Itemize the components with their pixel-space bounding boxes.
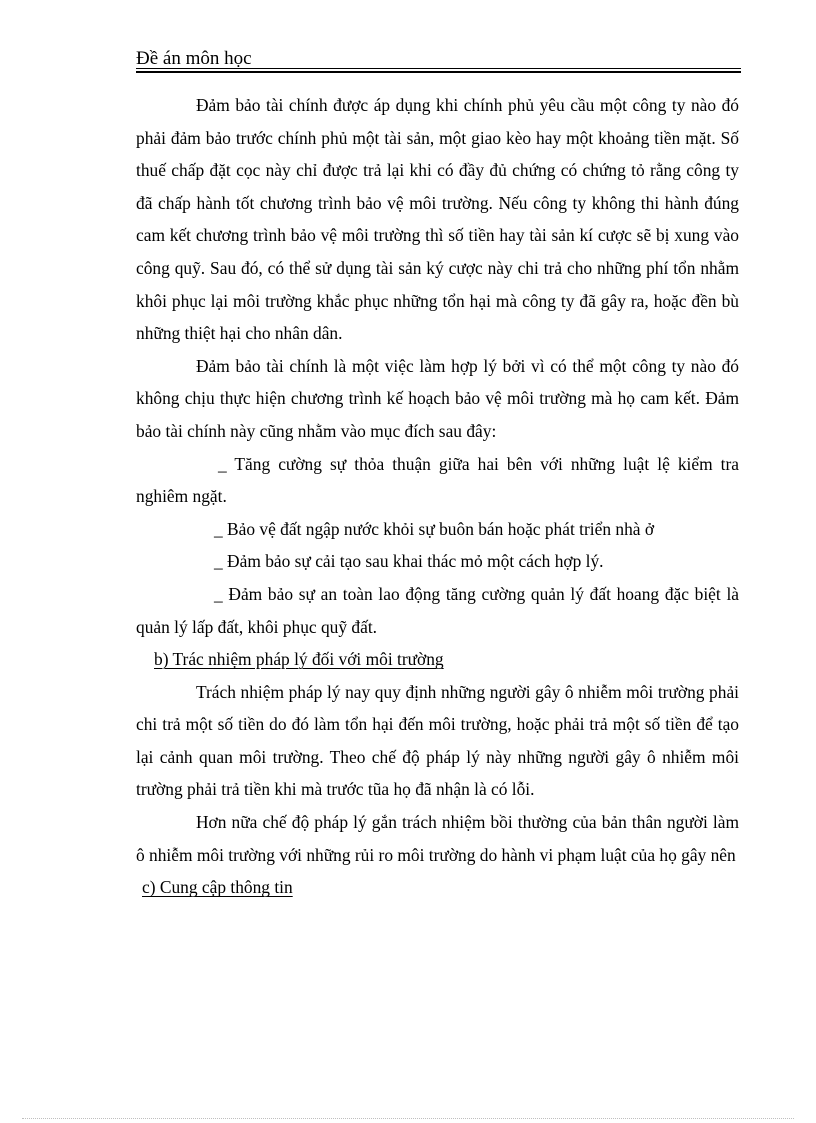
- paragraph-legal-liability: Trách nhiệm pháp lý nay quy định những người gây ô nhiễm môi trường phải chi trả một số tiền do đó làm tổn hại đến môi trường, hoặc phải trả một số tiền để tạo lại cảnh quan môi trường. Theo chế độ pháp lý này những người gây ô nhiễm môi trường phải trả tiền khi mà trước tũa họ đã nhận là có lỗi.: [136, 681, 739, 800]
- page-bottom-border: [22, 1118, 794, 1119]
- paragraph-financial-guarantee: Đảm bảo tài chính được áp dụng khi chính phủ yêu cầu một công ty nào đó phải đảm bảo trước chính phủ một tài sản, một giao kèo hay một khoảng tiền mặt. Số thuế chấp đặt cọc này chỉ được trả lại khi có đầy đủ chứng có chứng tỏ rằng công ty đã chấp hành tốt chương trình bảo vệ môi trường. Nếu công ty không thi hành đúng cam kết chương trình bảo vệ môi trường thì số tiền hay tài sản kí cược sẽ bị xung vào công quỹ. Sau đó, có thể sử dụng tài sản ký cược này chi trả cho những phí tổn nhằm khôi phục lại môi trường khắc phục những tổn hại mà công ty đã gây ra, hoặc đền bù những thiệt hại cho nhân dân.: [136, 95, 739, 344]
- section-heading-b: b) Trác nhiệm pháp lý đối với môi trường: [154, 649, 444, 670]
- paragraph-liability-regime: Hơn nữa chế độ pháp lý gắn trách nhiệm bồi thường của bản thân người làm ô nhiễm môi trường với những rủi ro môi trường do hành vi phạm luật của họ gây nên: [136, 812, 739, 865]
- list-item: _ Đảm bảo sự an toàn lao động tăng cường quản lý đất hoang đặc biệt là quản lý lấp đất, khôi phục quỹ đất.: [136, 583, 739, 637]
- list-item: _ Tăng cường sự thỏa thuận giữa hai bên với những luật lệ kiểm tra nghiêm ngặt.: [136, 453, 739, 507]
- list-item: _ Bảo vệ đất ngập nước khỏi sự buôn bán hoặc phát triển nhà ở: [214, 518, 655, 539]
- section-heading-c: c) Cung cập thông tin: [142, 877, 293, 898]
- document-body: [136, 89, 739, 904]
- header-title: Đề án môn học: [136, 48, 252, 69]
- list-item: _ Đảm bảo sự cải tạo sau khai thác mỏ một cách hợp lý.: [214, 551, 604, 572]
- paragraph-guarantee-purpose: Đảm bảo tài chính là một việc làm hợp lý bởi vì có thể một công ty nào đó không chịu thực hiện chương trình kế hoạch bảo vệ môi trường mà họ cam kết. Đảm bảo tài chính này cũng nhằm vào mục đích sau đây:: [136, 355, 739, 441]
- page-header: [136, 48, 741, 74]
- header-rule-thin: [136, 68, 741, 69]
- header-rule-thick: [136, 71, 741, 73]
